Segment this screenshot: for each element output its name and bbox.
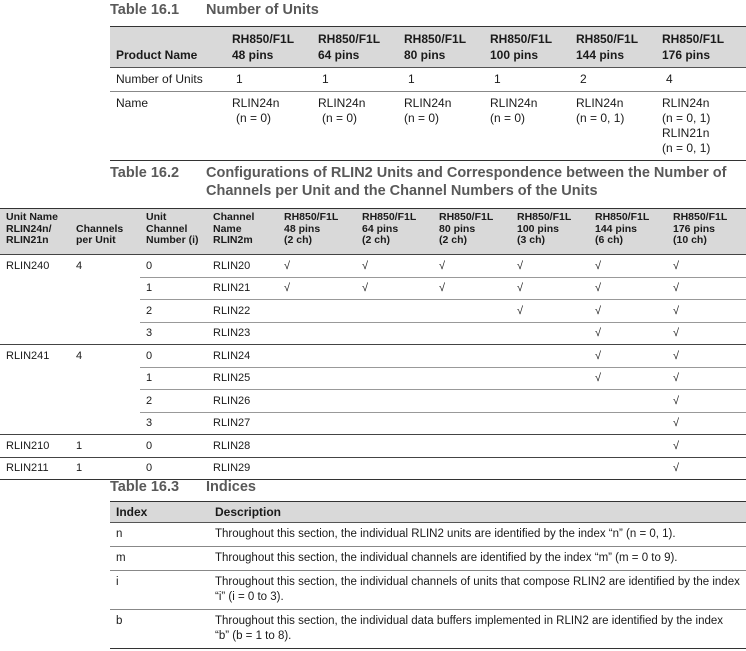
table2-channels-per-unit — [70, 322, 140, 345]
table1-title: Number of Units — [206, 2, 319, 18]
table1-cell: RLIN24n (n = 0) — [318, 96, 366, 125]
table2-empty-cell — [511, 322, 589, 345]
table2-check-cell: √ — [589, 367, 667, 390]
table3-index: b — [116, 615, 123, 627]
table2-empty-cell — [356, 300, 433, 323]
table2-empty-cell — [433, 390, 511, 413]
table1-cell: RLIN24n (n = 0, 1) — [576, 96, 625, 125]
table2-header-cell: RH850/F1L 176 pins (10 ch) — [673, 211, 728, 246]
table2-header-cell: Unit Channel Number (i) — [146, 211, 199, 246]
table3-header-index: Index — [116, 505, 148, 519]
table2-check-cell: √ — [589, 322, 667, 345]
table3-desc: Throughout this section, the individual RLIN2 units are identified by the index “n” (n = 0, 1). — [215, 528, 676, 540]
table2-unit-channel-number: 2 — [140, 390, 207, 413]
table3-index: i — [116, 576, 119, 588]
table2-channels-per-unit: 1 — [70, 457, 140, 480]
table1-row-units — [110, 68, 746, 92]
table2-empty-cell — [433, 345, 511, 368]
table2-unit-name: RLIN241 — [0, 345, 70, 368]
table2-channels-per-unit: 1 — [70, 435, 140, 458]
table2-check-cell: √ — [667, 277, 746, 300]
table2-check-cell: √ — [667, 435, 746, 458]
table1-header-row — [110, 27, 746, 68]
table2-channel-name: RLIN22 — [207, 300, 278, 323]
table2-row — [0, 457, 746, 480]
table2-unit-channel-number: 0 — [140, 457, 207, 480]
table1-number: Table 16.1 — [110, 2, 180, 18]
table2-empty-cell — [278, 322, 356, 345]
table2-check-cell: √ — [667, 367, 746, 390]
table2-check-cell: √ — [433, 255, 511, 278]
table1-row-name — [110, 92, 746, 161]
table2-empty-cell — [433, 367, 511, 390]
table3-index: m — [116, 552, 126, 564]
table2-row — [0, 412, 746, 435]
table2-channel-name: RLIN21 — [207, 277, 278, 300]
table2-empty-cell — [356, 322, 433, 345]
table2-check-cell: √ — [667, 390, 746, 413]
table2-unit-channel-number: 1 — [140, 367, 207, 390]
table2-unit-name: RLIN240 — [0, 255, 70, 278]
table2-empty-cell — [356, 390, 433, 413]
table2-empty-cell — [589, 412, 667, 435]
table1-cell: 2 — [580, 72, 587, 86]
configurations-table — [0, 208, 746, 480]
table3-row — [110, 610, 746, 649]
table2-channel-name: RLIN23 — [207, 322, 278, 345]
table2-channel-name: RLIN28 — [207, 435, 278, 458]
table2-empty-cell — [511, 367, 589, 390]
table1-cell: RLIN24n (n = 0) — [490, 96, 538, 125]
table2-header-cell: Unit Name RLIN24n/ RLIN21n — [6, 211, 58, 246]
table3-header-desc: Description — [215, 505, 282, 519]
table3-desc: Throughout this section, the individual channels of units that compose RLIN2 are identified by the index “i” (i = 0 to 3). — [215, 576, 740, 603]
table2-channel-name: RLIN25 — [207, 367, 278, 390]
table2-empty-cell — [589, 435, 667, 458]
table2-check-cell: √ — [667, 457, 746, 480]
table2-check-cell: √ — [589, 255, 667, 278]
table1-header-cell: RH850/F1L 64 pins — [318, 32, 381, 62]
table2-check-cell: √ — [278, 277, 356, 300]
table3-row — [110, 571, 746, 610]
table2-header-cell: RH850/F1L 144 pins (6 ch) — [595, 211, 650, 246]
table2-empty-cell — [356, 435, 433, 458]
table1-header-product: Product Name — [116, 48, 198, 62]
table2-empty-cell — [278, 300, 356, 323]
table2-unit-name — [0, 390, 70, 413]
table2-empty-cell — [589, 390, 667, 413]
table2-unit-name — [0, 277, 70, 300]
table1-header-cell: RH850/F1L 176 pins — [662, 32, 725, 62]
table2-header-cell: Channel Name RLIN2m — [213, 211, 255, 246]
table3-row — [110, 547, 746, 571]
table2-unit-channel-number: 0 — [140, 255, 207, 278]
table2-row — [0, 345, 746, 368]
table2-unit-name: RLIN211 — [0, 457, 70, 480]
table2-row — [0, 277, 746, 300]
table1-cell: RLIN24n (n = 0) — [232, 96, 280, 125]
table2-unit-channel-number: 0 — [140, 345, 207, 368]
table2-empty-cell — [511, 457, 589, 480]
table2-empty-cell — [433, 300, 511, 323]
units-table — [110, 26, 746, 161]
table3-title: Indices — [206, 479, 256, 495]
table2-empty-cell — [356, 367, 433, 390]
table1-header-cell: RH850/F1L 80 pins — [404, 32, 467, 62]
table2-check-cell: √ — [667, 412, 746, 435]
table1-cell: 1 — [236, 72, 243, 86]
table2-channels-per-unit — [70, 300, 140, 323]
table2-channels-per-unit: 4 — [70, 255, 140, 278]
table2-check-cell: √ — [433, 277, 511, 300]
table2-check-cell: √ — [589, 300, 667, 323]
table2-header-cell: RH850/F1L 64 pins (2 ch) — [362, 211, 417, 246]
table2-check-cell: √ — [511, 277, 589, 300]
table1-header-cell: RH850/F1L 48 pins — [232, 32, 295, 62]
table1-header-cell: RH850/F1L 100 pins — [490, 32, 553, 62]
table2-unit-channel-number: 3 — [140, 322, 207, 345]
table3-desc: Throughout this section, the individual data buffers implemented in RLIN2 are identified by the index “b” (b = 1 to 8). — [215, 615, 724, 642]
table2-unit-channel-number: 1 — [140, 277, 207, 300]
table2-channels-per-unit: 4 — [70, 345, 140, 368]
table2-empty-cell — [278, 390, 356, 413]
table2-check-cell: √ — [667, 255, 746, 278]
table2-empty-cell — [278, 345, 356, 368]
table2-unit-name: RLIN210 — [0, 435, 70, 458]
table2-row — [0, 435, 746, 458]
table2-check-cell: √ — [278, 255, 356, 278]
table2-check-cell: √ — [356, 255, 433, 278]
table2-channel-name: RLIN29 — [207, 457, 278, 480]
table2-empty-cell — [278, 367, 356, 390]
table1-cell: 1 — [408, 72, 415, 86]
table2-unit-channel-number: 3 — [140, 412, 207, 435]
table2-check-cell: √ — [511, 255, 589, 278]
table2-empty-cell — [356, 412, 433, 435]
table2-check-cell: √ — [667, 300, 746, 323]
table2-number: Table 16.2 — [110, 165, 180, 181]
table1-row-label: Name — [116, 96, 149, 110]
table2-unit-channel-number: 2 — [140, 300, 207, 323]
table2-channel-name: RLIN27 — [207, 412, 278, 435]
table2-check-cell: √ — [667, 345, 746, 368]
table3-header-row — [110, 502, 746, 523]
table2-empty-cell — [356, 345, 433, 368]
table2-channels-per-unit — [70, 412, 140, 435]
table2-empty-cell — [433, 322, 511, 345]
table3-number: Table 16.3 — [110, 479, 180, 495]
table2-empty-cell — [511, 435, 589, 458]
table2-check-cell: √ — [589, 345, 667, 368]
table2-row — [0, 390, 746, 413]
table2-row — [0, 255, 746, 278]
table2-row — [0, 322, 746, 345]
table2-check-cell: √ — [511, 300, 589, 323]
table2-empty-cell — [433, 457, 511, 480]
table1-cell: 1 — [494, 72, 501, 86]
table2-empty-cell — [278, 457, 356, 480]
table2-unit-name — [0, 412, 70, 435]
table2-channels-per-unit — [70, 390, 140, 413]
table3-desc: Throughout this section, the individual channels are identified by the index “m” (m = 0 to 9). — [215, 552, 678, 564]
table2-empty-cell — [433, 412, 511, 435]
table3-caption — [110, 478, 746, 496]
indices-table — [110, 501, 746, 649]
table2-caption — [110, 164, 746, 202]
table2-empty-cell — [278, 435, 356, 458]
table3-index: n — [116, 528, 123, 540]
table2-header-cell: Channels per Unit — [76, 222, 124, 246]
table2-header-cell: RH850/F1L 48 pins (2 ch) — [284, 211, 339, 246]
table2-empty-cell — [356, 457, 433, 480]
table2-empty-cell — [589, 457, 667, 480]
table2-empty-cell — [511, 390, 589, 413]
table2-channels-per-unit — [70, 367, 140, 390]
table1-cell: RLIN24n (n = 0) — [404, 96, 452, 125]
table1-cell: RLIN24n (n = 0, 1) RLIN21n (n = 0, 1) — [662, 96, 711, 155]
table2-header-cell: RH850/F1L 100 pins (3 ch) — [517, 211, 572, 246]
table2-unit-channel-number: 0 — [140, 435, 207, 458]
table2-channel-name: RLIN20 — [207, 255, 278, 278]
table2-unit-name — [0, 300, 70, 323]
table1-cell: 1 — [322, 72, 329, 86]
table2-check-cell: √ — [356, 277, 433, 300]
table1-caption — [110, 1, 746, 19]
table2-channel-name: RLIN26 — [207, 390, 278, 413]
table2-title: Configurations of RLIN2 Units and Correspondence between the Number of Channels per Unit and the Channel Numbers of the Units — [206, 165, 727, 199]
table2-row — [0, 367, 746, 390]
table3-row — [110, 523, 746, 547]
table2-header-cell: RH850/F1L 80 pins (2 ch) — [439, 211, 494, 246]
table2-empty-cell — [511, 412, 589, 435]
table1-row-label: Number of Units — [116, 72, 203, 86]
table1-header-cell: RH850/F1L 144 pins — [576, 32, 639, 62]
table2-row — [0, 300, 746, 323]
table2-empty-cell — [278, 412, 356, 435]
table2-channels-per-unit — [70, 277, 140, 300]
table2-channel-name: RLIN24 — [207, 345, 278, 368]
table2-empty-cell — [511, 345, 589, 368]
table1-cell: 4 — [666, 72, 673, 86]
table2-unit-name — [0, 367, 70, 390]
table2-header-row — [0, 209, 746, 255]
table2-empty-cell — [433, 435, 511, 458]
table2-check-cell: √ — [589, 277, 667, 300]
table2-unit-name — [0, 322, 70, 345]
table2-check-cell: √ — [667, 322, 746, 345]
